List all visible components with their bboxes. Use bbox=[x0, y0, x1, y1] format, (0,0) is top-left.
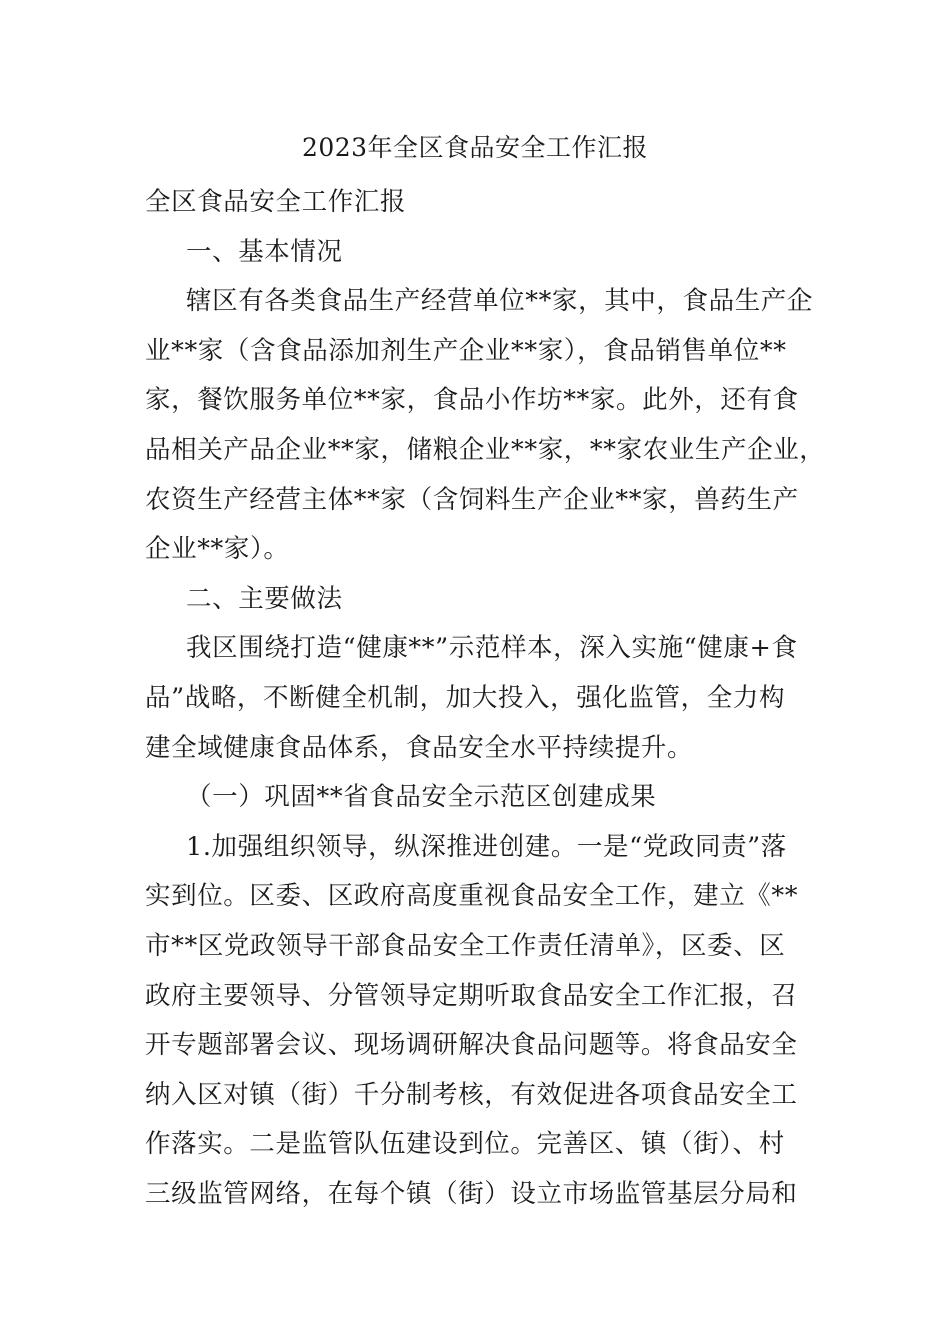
text-line: 辖区有各类食品生产经营单位**家，其中，食品生产企 bbox=[186, 286, 814, 317]
text-line: 企业**家）。 bbox=[145, 534, 290, 565]
text-line: 品相关产品企业**家，储粮企业**家，**家农业生产企业， bbox=[145, 434, 826, 465]
text-line: 市**区党政领导干部食品安全工作责任清单》，区委、区 bbox=[145, 930, 786, 961]
text-line: 全区食品安全工作汇报 bbox=[145, 187, 407, 217]
text-line: 纳入区对镇（街）千分制考核，有效促进各项食品安全工 bbox=[145, 1079, 798, 1110]
text-line: 品”战略，不断健全机制，加大投入，强化监管，全力构 bbox=[145, 682, 786, 713]
text-line: 建全域健康食品体系，食品安全水平持续提升。 bbox=[145, 732, 694, 763]
document-body bbox=[145, 178, 825, 1219]
text-line: 我区围绕打造“健康**”示范样本，深入实施“健康+食 bbox=[186, 633, 798, 664]
text-line: 1.加强组织领导，纵深推进创建。一是“党政同责”落 bbox=[186, 831, 787, 862]
text-line: 实到位。区委、区政府高度重视食品安全工作，建立《** bbox=[145, 881, 799, 912]
text-line: 农资生产经营主体**家（含饲料生产企业**家，兽药生产 bbox=[145, 484, 799, 515]
text-line: 政府主要领导、分管领导定期听取食品安全工作汇报，召 bbox=[145, 980, 798, 1011]
text-line: 一、基本情况 bbox=[186, 236, 343, 267]
text-line: 业**家（含食品添加剂生产企业**家），食品销售单位** bbox=[145, 335, 787, 366]
text-line: 开专题部署会议、现场调研解决食品问题等。将食品安全 bbox=[145, 1030, 798, 1061]
text-line: （一）巩固**省食品安全示范区创建成果 bbox=[186, 782, 657, 813]
text-line: 三级监管网络，在每个镇（街）设立市场监管基层分局和 bbox=[145, 1178, 798, 1209]
document-title: 2023年全区食品安全工作汇报 bbox=[301, 133, 649, 162]
text-line: 二、主要做法 bbox=[186, 583, 343, 614]
text-line: 家，餐饮服务单位**家，食品小作坊**家。此外，还有食 bbox=[145, 385, 799, 416]
text-line: 作落实。二是监管队伍建设到位。完善区、镇（街）、村 bbox=[145, 1129, 785, 1160]
